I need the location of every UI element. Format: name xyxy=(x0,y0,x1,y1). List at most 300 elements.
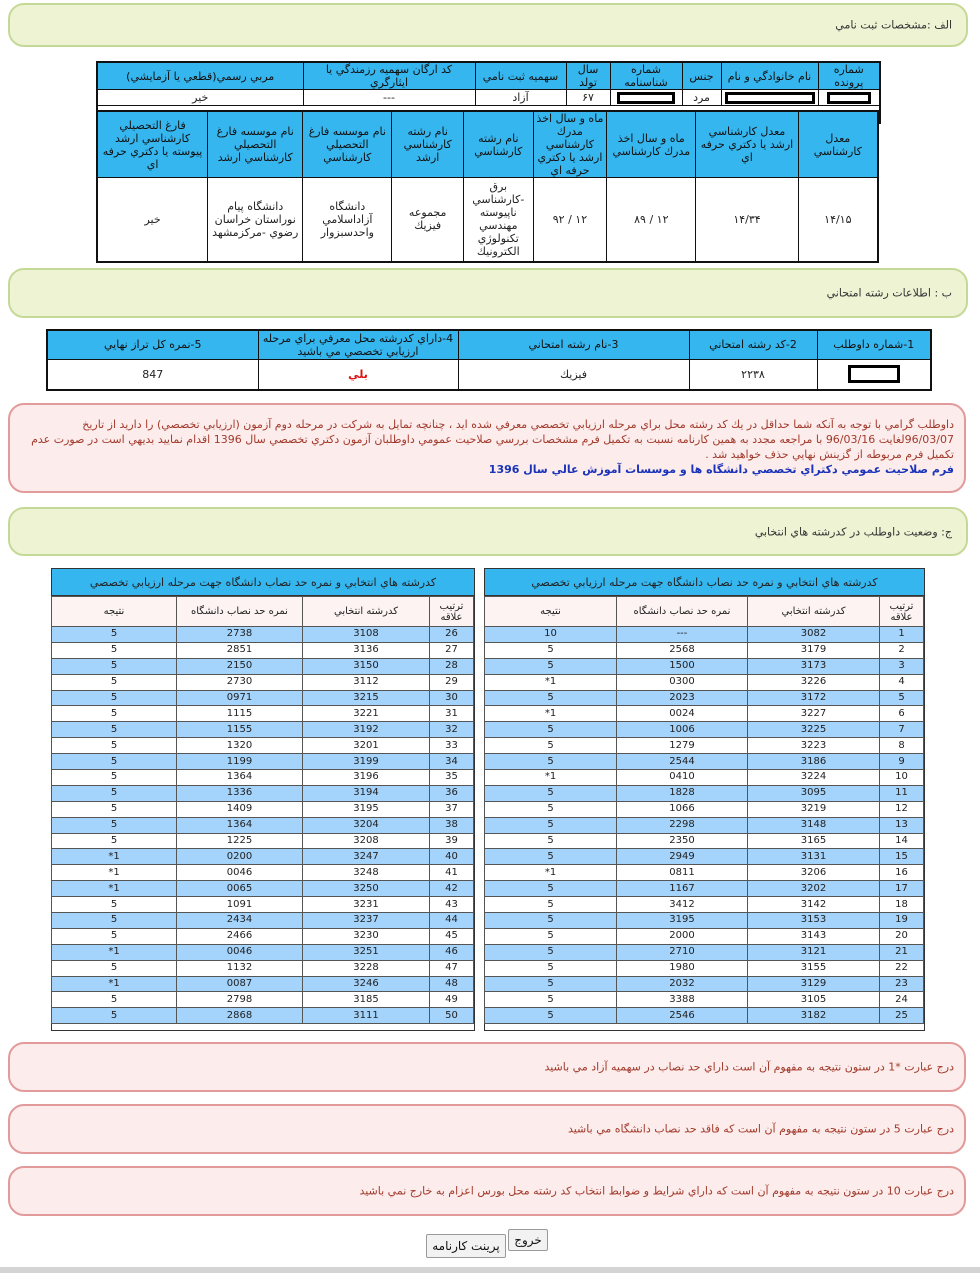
sel-header: ترتيب علاقه xyxy=(430,597,474,627)
result-cell: 1* xyxy=(52,849,177,865)
reg-header: جنس xyxy=(682,62,721,90)
reg-header: كد ارگان سهميه رزمندگي يا ايثارگري xyxy=(303,62,475,90)
priority-cell: 2 xyxy=(880,642,924,658)
result-cell: 5 xyxy=(52,897,177,913)
field-code-cell: 3219 xyxy=(748,801,880,817)
note-panel-1 xyxy=(8,1042,966,1092)
priority-cell: 26 xyxy=(430,627,474,643)
table-row xyxy=(485,928,924,944)
field-code-cell: 3121 xyxy=(748,944,880,960)
table-row xyxy=(485,817,924,833)
field-code-cell: 3246 xyxy=(303,976,430,992)
table-row xyxy=(485,992,924,1008)
note-text: درج عبارت 10 در ستون نتيجه به مفهوم آن است كه داراي شرايط و ضوابط انتخاب كد رشته محل بورس اعزام به خارج نمي باشيد xyxy=(359,1184,954,1198)
min-score-cell: 0971 xyxy=(177,690,303,706)
field-code-cell: 3223 xyxy=(748,738,880,754)
table-row xyxy=(52,913,474,929)
min-score-cell: 1066 xyxy=(617,801,748,817)
priority-cell: 24 xyxy=(880,992,924,1008)
exam-value: فيزيك xyxy=(458,359,689,390)
result-cell: 5 xyxy=(52,770,177,786)
table-row xyxy=(485,722,924,738)
priority-cell: 19 xyxy=(880,913,924,929)
table-row xyxy=(485,706,924,722)
result-cell: 1* xyxy=(52,881,177,897)
field-code-cell: 3108 xyxy=(303,627,430,643)
priority-cell: 37 xyxy=(430,801,474,817)
table-row xyxy=(52,881,474,897)
min-score-cell: 2546 xyxy=(617,1008,748,1024)
sel-header: نمره حد نصاب دانشگاه xyxy=(177,597,303,627)
table-row xyxy=(52,658,474,674)
table-row xyxy=(52,690,474,706)
priority-cell: 31 xyxy=(430,706,474,722)
min-score-cell: 0200 xyxy=(177,849,303,865)
priority-cell: 41 xyxy=(430,865,474,881)
field-code-cell: 3194 xyxy=(303,785,430,801)
priority-cell: 1 xyxy=(880,627,924,643)
candidate-number-redacted xyxy=(817,359,931,390)
field-code-cell: 3206 xyxy=(748,865,880,881)
min-score-cell: 1225 xyxy=(177,833,303,849)
table-row xyxy=(52,674,474,690)
priority-cell: 47 xyxy=(430,960,474,976)
selection-table-title: كدرشته هاي انتخابي و نمره حد نصاب دانشگاه جهت مرحله ارزيابي تخصصي xyxy=(52,569,474,596)
field-code-cell: 3221 xyxy=(303,706,430,722)
result-cell: 5 xyxy=(52,674,177,690)
priority-cell: 21 xyxy=(880,944,924,960)
reg-value: مرد xyxy=(682,90,721,106)
min-score-cell: 0046 xyxy=(177,944,303,960)
field-code-cell: 3142 xyxy=(748,897,880,913)
table-row xyxy=(52,833,474,849)
exam-header: 5-نمره كل تراز نهايي xyxy=(47,330,258,359)
min-score-cell: 1828 xyxy=(617,785,748,801)
field-code-cell: 3111 xyxy=(303,1008,430,1024)
priority-cell: 13 xyxy=(880,817,924,833)
section-c-panel xyxy=(8,507,968,556)
priority-cell: 14 xyxy=(880,833,924,849)
exam-value: ۲۲۳۸ xyxy=(689,359,817,390)
min-score-cell: 3412 xyxy=(617,897,748,913)
min-score-cell: 0811 xyxy=(617,865,748,881)
field-code-cell: 3150 xyxy=(303,658,430,674)
priority-cell: 42 xyxy=(430,881,474,897)
result-cell: 5 xyxy=(52,754,177,770)
min-score-cell: 2730 xyxy=(177,674,303,690)
min-score-cell: 3195 xyxy=(617,913,748,929)
table-row xyxy=(52,738,474,754)
min-score-cell: 2738 xyxy=(177,627,303,643)
selections-left-grid xyxy=(51,596,474,1024)
selection-table-left xyxy=(51,568,475,1031)
min-score-cell: 1199 xyxy=(177,754,303,770)
table-row xyxy=(52,897,474,913)
result-cell: 1* xyxy=(52,944,177,960)
full-name-redacted xyxy=(721,90,818,106)
section-a-title: الف :مشخصات ثبت نامي xyxy=(835,18,952,32)
field-code-cell: 3204 xyxy=(303,817,430,833)
field-code-cell: 3173 xyxy=(748,658,880,674)
table-row xyxy=(485,690,924,706)
selection-header-row xyxy=(52,597,474,627)
edu-value: خير xyxy=(97,178,208,262)
priority-cell: 11 xyxy=(880,785,924,801)
edu-header: فارغ التحصيلي كارشناسي ارشد پيوسته يا دكتري حرفه اي xyxy=(97,111,208,178)
exit-button[interactable]: خروج xyxy=(508,1229,548,1251)
min-score-cell: 3388 xyxy=(617,992,748,1008)
field-code-cell: 3179 xyxy=(748,642,880,658)
field-code-cell: 3251 xyxy=(303,944,430,960)
field-code-cell: 3095 xyxy=(748,785,880,801)
priority-cell: 7 xyxy=(880,722,924,738)
table-row xyxy=(485,785,924,801)
table-row xyxy=(52,770,474,786)
result-cell: 1* xyxy=(485,706,617,722)
table-row xyxy=(485,674,924,690)
result-cell: 5 xyxy=(485,960,617,976)
result-cell: 5 xyxy=(52,928,177,944)
priority-cell: 6 xyxy=(880,706,924,722)
note-text: درج عبارت 5 در ستون نتيجه به مفهوم آن است كه فاقد حد نصاب دانشگاه مي باشيد xyxy=(567,1122,954,1136)
result-cell: 5 xyxy=(485,897,617,913)
min-score-cell: 2298 xyxy=(617,817,748,833)
registration-value-row xyxy=(97,90,880,106)
priority-cell: 36 xyxy=(430,785,474,801)
result-cell: 5 xyxy=(52,658,177,674)
min-score-cell: 0410 xyxy=(617,770,748,786)
reg-value: --- xyxy=(303,90,475,106)
field-code-cell: 3202 xyxy=(748,881,880,897)
table-row xyxy=(52,928,474,944)
result-cell: 5 xyxy=(52,785,177,801)
field-code-cell: 3228 xyxy=(303,960,430,976)
field-code-cell: 3143 xyxy=(748,928,880,944)
table-row xyxy=(485,849,924,865)
min-score-cell: 0024 xyxy=(617,706,748,722)
min-score-cell: 0065 xyxy=(177,881,303,897)
page-bottom-bar xyxy=(0,1267,980,1273)
min-score-cell: 1364 xyxy=(177,817,303,833)
result-cell: 5 xyxy=(485,690,617,706)
field-code-cell: 3165 xyxy=(748,833,880,849)
field-code-cell: 3226 xyxy=(748,674,880,690)
result-cell: 5 xyxy=(485,738,617,754)
edu-header: نام رشته كارشناسي xyxy=(464,111,534,178)
priority-cell: 48 xyxy=(430,976,474,992)
priority-cell: 32 xyxy=(430,722,474,738)
priority-cell: 43 xyxy=(430,897,474,913)
min-score-cell: 2798 xyxy=(177,992,303,1008)
reg-header: شماره شناسنامه xyxy=(610,62,682,90)
priority-cell: 8 xyxy=(880,738,924,754)
table-row xyxy=(52,865,474,881)
field-code-cell: 3185 xyxy=(303,992,430,1008)
table-row xyxy=(485,960,924,976)
table-row xyxy=(485,865,924,881)
priority-cell: 16 xyxy=(880,865,924,881)
priority-cell: 30 xyxy=(430,690,474,706)
id-number-redacted xyxy=(610,90,682,106)
reg-header: نام خانوادگي و نام xyxy=(721,62,818,90)
min-score-cell: 1364 xyxy=(177,770,303,786)
field-code-cell: 3250 xyxy=(303,881,430,897)
priority-cell: 15 xyxy=(880,849,924,865)
priority-cell: 35 xyxy=(430,770,474,786)
table-row xyxy=(52,642,474,658)
result-cell: 5 xyxy=(485,801,617,817)
table-row xyxy=(485,627,924,643)
education-header-row xyxy=(97,111,878,178)
result-cell: 5 xyxy=(52,801,177,817)
result-cell: 1* xyxy=(52,976,177,992)
field-code-cell: 3195 xyxy=(303,801,430,817)
section-b-panel xyxy=(8,268,968,318)
min-score-cell: 2350 xyxy=(617,833,748,849)
edu-value: ۱۴/۳۴ xyxy=(696,178,798,262)
field-code-cell: 3247 xyxy=(303,849,430,865)
sel-header: نمره حد نصاب دانشگاه xyxy=(617,597,748,627)
result-cell: 5 xyxy=(52,627,177,643)
result-cell: 5 xyxy=(485,785,617,801)
result-cell: 5 xyxy=(485,754,617,770)
exam-header: 2-كد رشته امتحاني xyxy=(689,330,817,359)
min-score-cell: 2868 xyxy=(177,1008,303,1024)
selection-table-title: كدرشته هاي انتخابي و نمره حد نصاب دانشگاه جهت مرحله ارزيابي تخصصي xyxy=(485,569,924,596)
priority-cell: 45 xyxy=(430,928,474,944)
result-cell: 5 xyxy=(485,881,617,897)
edu-value: ۱۲ / ۸۹ xyxy=(607,178,696,262)
field-code-cell: 3225 xyxy=(748,722,880,738)
edu-header: ماه و سال اخذ مدرك كارشناسي ارشد يا دكتري حرفه اي xyxy=(533,111,607,178)
min-score-cell: 2710 xyxy=(617,944,748,960)
result-cell: 5 xyxy=(485,817,617,833)
reg-header: سال تولد xyxy=(566,62,610,90)
field-code-cell: 3131 xyxy=(748,849,880,865)
result-cell: 1* xyxy=(52,865,177,881)
table-row xyxy=(485,738,924,754)
result-cell: 1* xyxy=(485,865,617,881)
edu-value: دانشگاه آزاداسلامي واحدسبزوار xyxy=(303,178,392,262)
table-row xyxy=(485,897,924,913)
field-code-cell: 3186 xyxy=(748,754,880,770)
table-row xyxy=(485,944,924,960)
note-text: درج عبارت *1 در ستون نتيجه به مفهوم آن است داراي حد نصاب در سهميه آزاد مي باشيد xyxy=(544,1060,954,1074)
table-row xyxy=(52,1008,474,1024)
field-code-cell: 3148 xyxy=(748,817,880,833)
min-score-cell: 1155 xyxy=(177,722,303,738)
table-row xyxy=(52,627,474,643)
result-cell: 5 xyxy=(52,992,177,1008)
table-row xyxy=(52,706,474,722)
priority-cell: 38 xyxy=(430,817,474,833)
field-code-cell: 3136 xyxy=(303,642,430,658)
reg-value: ۶۷ xyxy=(566,90,610,106)
min-score-cell: 2023 xyxy=(617,690,748,706)
table-row xyxy=(485,976,924,992)
table-row xyxy=(52,849,474,865)
field-code-cell: 3182 xyxy=(748,1008,880,1024)
table-row xyxy=(485,801,924,817)
min-score-cell: 0300 xyxy=(617,674,748,690)
field-code-cell: 3129 xyxy=(748,976,880,992)
field-code-cell: 3196 xyxy=(303,770,430,786)
edu-header: نام رشته كارشناسي ارشد xyxy=(392,111,464,178)
edu-value: مجموعه فيزيك xyxy=(392,178,464,262)
min-score-cell: 2032 xyxy=(617,976,748,992)
result-cell: 5 xyxy=(485,849,617,865)
table-row xyxy=(52,817,474,833)
result-cell: 5 xyxy=(52,817,177,833)
field-code-cell: 3248 xyxy=(303,865,430,881)
exam-header-row xyxy=(47,330,931,359)
selection-header-row xyxy=(485,597,924,627)
sel-header: نتيجه xyxy=(52,597,177,627)
priority-cell: 39 xyxy=(430,833,474,849)
eligibility-form-link[interactable]: فرم صلاحيت عمومي دكتراي تخصصي دانشگاه ها و موسسات آموزش عالي سال 1396 xyxy=(488,463,954,476)
min-score-cell: 1320 xyxy=(177,738,303,754)
min-score-cell: 1980 xyxy=(617,960,748,976)
notice-panel xyxy=(8,403,966,493)
priority-cell: 20 xyxy=(880,928,924,944)
min-score-cell: 1336 xyxy=(177,785,303,801)
notice-text: داوطلب گرامي با توجه به آنكه شما حداقل در يك كد رشته محل براي مرحله ارزيابي تخصصي معرفي شده ايد ، چنانچه تمايل به شركت در مرحله دوم آزمون (ارزيابي تخصصي) را داريد از تاريخ 96/03/07لغايت 96/03/16 با مراجعه مجدد به همين كارنامه نسبت به تكميل فرم مشخصات بررسي صلاحيت عمومي داوطلبان آزمون دكتري تخصصي سال 1396 اقدام نماييد بديهي است در صورت عدم تكميل فرم مربوطه از گزينش نهايي حذف خواهيد شد . xyxy=(31,418,954,461)
field-code-cell: 3199 xyxy=(303,754,430,770)
table-row xyxy=(485,770,924,786)
field-code-cell: 3230 xyxy=(303,928,430,944)
exam-value-row xyxy=(47,359,931,390)
note-panel-2 xyxy=(8,1104,966,1154)
priority-cell: 25 xyxy=(880,1008,924,1024)
result-cell: 5 xyxy=(52,706,177,722)
result-cell: 5 xyxy=(485,944,617,960)
min-score-cell: 2434 xyxy=(177,913,303,929)
reg-header: شماره پرونده xyxy=(818,62,880,90)
result-cell: 5 xyxy=(52,642,177,658)
field-code-cell: 3112 xyxy=(303,674,430,690)
table-row xyxy=(52,722,474,738)
reg-header: سهميه ثبت نامي xyxy=(475,62,566,90)
result-cell: 5 xyxy=(52,913,177,929)
table-row xyxy=(485,833,924,849)
table-row xyxy=(485,658,924,674)
priority-cell: 18 xyxy=(880,897,924,913)
section-a-panel xyxy=(8,3,968,47)
sel-header: كدرشته انتخابي xyxy=(748,597,880,627)
result-cell: 1* xyxy=(485,674,617,690)
priority-cell: 12 xyxy=(880,801,924,817)
min-score-cell: 2544 xyxy=(617,754,748,770)
education-table xyxy=(96,110,879,263)
table-row xyxy=(485,754,924,770)
min-score-cell: 2568 xyxy=(617,642,748,658)
edu-value: دانشگاه پيام نوراستان خراسان رضوي -مركزمشهد xyxy=(208,178,303,262)
reg-value: خير xyxy=(97,90,303,106)
edu-header: نام موسسه فارغ التحصيلي كارشناسي ارشد xyxy=(208,111,303,178)
field-code-cell: 3192 xyxy=(303,722,430,738)
result-cell: 5 xyxy=(485,992,617,1008)
exam-header: 3-نام رشته امتحاني xyxy=(458,330,689,359)
section-c-title: ج: وضعيت داوطلب در كدرشته هاي انتخابي xyxy=(754,525,952,538)
exam-info-table xyxy=(46,329,932,391)
min-score-cell: 1091 xyxy=(177,897,303,913)
edu-value: ۱۲ / ۹۲ xyxy=(533,178,607,262)
min-score-cell: 0046 xyxy=(177,865,303,881)
edu-header: معدل كارشناسي xyxy=(798,111,878,178)
edu-header: معدل كارشناسي ارشد يا دكتري حرفه اي xyxy=(696,111,798,178)
table-row xyxy=(52,960,474,976)
table-row xyxy=(485,881,924,897)
result-cell: 5 xyxy=(52,690,177,706)
result-cell: 5 xyxy=(485,833,617,849)
result-cell: 5 xyxy=(52,960,177,976)
priority-cell: 40 xyxy=(430,849,474,865)
table-row xyxy=(52,754,474,770)
priority-cell: 22 xyxy=(880,960,924,976)
result-cell: 5 xyxy=(485,722,617,738)
min-score-cell: 2851 xyxy=(177,642,303,658)
education-value-row xyxy=(97,178,878,262)
field-code-cell: 3153 xyxy=(748,913,880,929)
priority-cell: 34 xyxy=(430,754,474,770)
min-score-cell: 1279 xyxy=(617,738,748,754)
table-row xyxy=(485,642,924,658)
min-score-cell: 2949 xyxy=(617,849,748,865)
print-report-button[interactable]: پرينت كارنامه xyxy=(426,1234,506,1258)
table-row xyxy=(52,944,474,960)
section-b-title: ب : اطلاعات رشته امتحاني xyxy=(826,286,952,300)
reg-header: مربي رسمي(قطعي يا آزمايشي) xyxy=(97,62,303,90)
exam-header: 1-شماره داوطلب xyxy=(817,330,931,359)
file-number-redacted xyxy=(818,90,880,106)
result-cell: 5 xyxy=(485,658,617,674)
field-code-cell: 3208 xyxy=(303,833,430,849)
priority-cell: 29 xyxy=(430,674,474,690)
min-score-cell: 1167 xyxy=(617,881,748,897)
min-score-cell: 1006 xyxy=(617,722,748,738)
result-cell: 5 xyxy=(485,1008,617,1024)
selections-right-grid xyxy=(484,596,924,1024)
priority-cell: 49 xyxy=(430,992,474,1008)
selection-table-right xyxy=(484,568,925,1031)
min-score-cell: 2466 xyxy=(177,928,303,944)
field-code-cell: 3201 xyxy=(303,738,430,754)
reg-value: آزاد xyxy=(475,90,566,106)
result-cell: 5 xyxy=(485,913,617,929)
priority-cell: 3 xyxy=(880,658,924,674)
field-code-cell: 3082 xyxy=(748,627,880,643)
edu-header: نام موسسه فارغ التحصيلي كارشناسي xyxy=(303,111,392,178)
table-row xyxy=(52,992,474,1008)
registration-header-row xyxy=(97,62,880,90)
priority-cell: 10 xyxy=(880,770,924,786)
result-cell: 10 xyxy=(485,627,617,643)
field-code-cell: 3224 xyxy=(748,770,880,786)
result-cell: 5 xyxy=(485,928,617,944)
edu-header: ماه و سال اخذ مدرك كارشناسي xyxy=(607,111,696,178)
result-cell: 5 xyxy=(485,642,617,658)
min-score-cell: 2150 xyxy=(177,658,303,674)
table-row xyxy=(52,976,474,992)
priority-cell: 46 xyxy=(430,944,474,960)
result-cell: 5 xyxy=(52,738,177,754)
priority-cell: 50 xyxy=(430,1008,474,1024)
field-code-cell: 3172 xyxy=(748,690,880,706)
priority-cell: 44 xyxy=(430,913,474,929)
priority-cell: 4 xyxy=(880,674,924,690)
priority-cell: 23 xyxy=(880,976,924,992)
field-code-cell: 3105 xyxy=(748,992,880,1008)
